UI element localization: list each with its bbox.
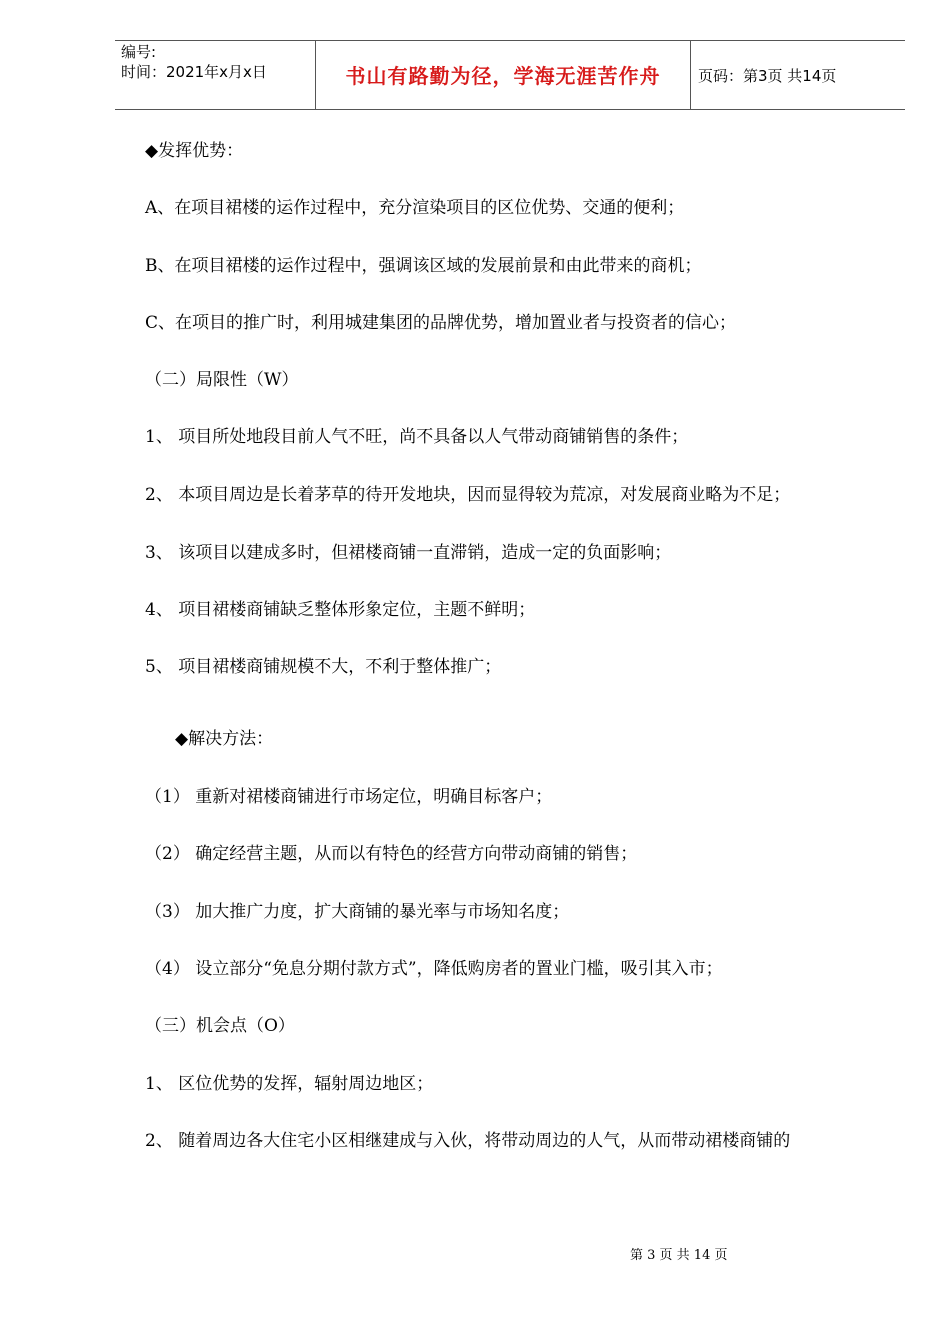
list-item: （1） 重新对裙楼商铺进行市场定位，明确目标客户； [145,787,553,807]
section-heading-weaknesses: （二）局限性（W） [145,370,299,390]
paragraph-line: A、在项目裙楼的运作过程中，充分渲染项目的区位优势、交通的便利； [145,198,685,218]
section-heading-solutions: ◆解决方法： [175,729,274,749]
section-heading-advantages: ◆发挥优势： [145,141,244,161]
page-header [115,40,905,110]
paragraph-line: B、在项目裙楼的运作过程中，强调该区域的发展前景和由此带来的商机； [145,256,702,276]
section-heading-opportunities: （三）机会点（O） [145,1016,295,1036]
list-item: 4、 项目裙楼商铺缺乏整体形象定位，主题不鲜明； [145,600,536,620]
header-page-info: 页码：第3页 共14页 [698,67,837,85]
header-motto: 书山有路勤为径，学海无涯苦作舟 [345,64,661,88]
document-date-label: 时间：2021年x月x日 [121,63,267,81]
page-footer: 第 3 页 共 14 页 [630,1248,728,1263]
list-item: 1、 区位优势的发挥，辐射周边地区； [145,1074,434,1094]
paragraph-line: C、在项目的推广时，利用城建集团的品牌优势，增加置业者与投资者的信心； [145,313,737,333]
list-item: （4） 设立部分“免息分期付款方式”，降低购房者的置业门槛，吸引其入市； [145,959,723,979]
header-left-cell [115,41,315,109]
list-item: （2） 确定经营主题，从而以有特色的经营方向带动商铺的销售； [145,844,638,864]
document-number-label: 编号: [121,43,157,61]
list-item: 3、 该项目以建成多时，但裙楼商铺一直滞销，造成一定的负面影响； [145,543,672,563]
list-item: （3） 加大推广力度，扩大商铺的暴光率与市场知名度； [145,902,570,922]
list-item: 2、 本项目周边是长着茅草的待开发地块，因而显得较为荒凉，对发展商业略为不足； [145,485,791,505]
list-item: 2、 随着周边各大住宅小区相继建成与入伙，将带动周边的人气，从而带动裙楼商铺的 [145,1131,791,1151]
list-item: 5、 项目裙楼商铺规模不大，不利于整体推广； [145,657,502,677]
header-motto-cell [315,41,691,109]
list-item: 1、 项目所处地段目前人气不旺，尚不具备以人气带动商铺销售的条件； [145,427,689,447]
header-right-cell [690,41,905,109]
